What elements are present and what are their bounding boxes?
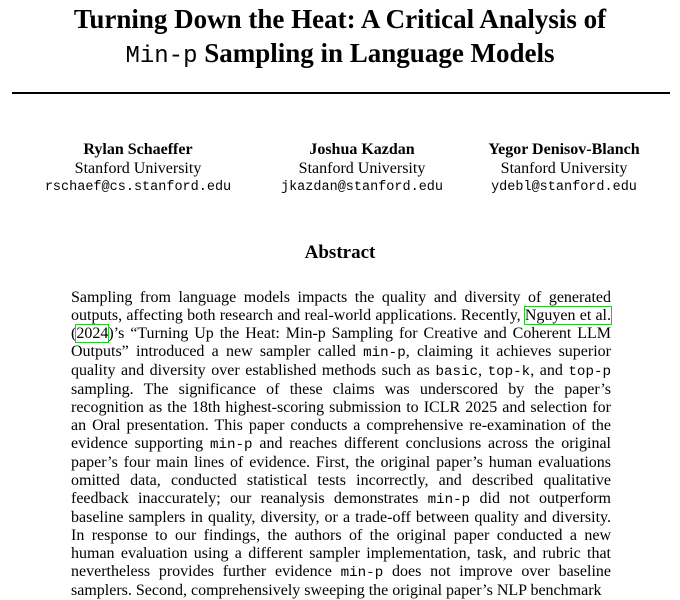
code-term: min-p bbox=[340, 565, 384, 581]
citation-link[interactable]: Nguyen et al. bbox=[524, 307, 611, 324]
abstract-text: did not outperform baseline samplers in quality, diversity, or a trade-off between quality and diversity. In response to our findings, the authors of the original paper conducted a new human evaluation using a different sampler implementation, task, and rubric that nevertheless provides further evidence bbox=[71, 490, 611, 580]
author-block-3 bbox=[474, 140, 654, 197]
paper-title bbox=[0, 2, 680, 74]
abstract-text: sampling. The significance of these claims was underscored by the paper’s recognition as the 18th highest-scoring submission to ICLR 2025 and selection for an Oral presentation. This paper conducts a comprehensive re-examination of the evidence supporting bbox=[71, 381, 611, 452]
author-block-1 bbox=[38, 140, 238, 197]
abstract-heading: Abstract bbox=[304, 242, 376, 263]
abstract-text: , and bbox=[530, 362, 569, 379]
author-email[interactable]: rschaef@cs.stanford.edu bbox=[44, 180, 232, 195]
title-line-2: Sampling in Language Models bbox=[197, 38, 555, 68]
abstract-text: )’s “Turning Up the Heat: Min-p Sampling for Creative and Coherent LLM Outputs” introduced a new sampler called bbox=[71, 325, 611, 360]
author-name: Yegor Denisov-Blanch bbox=[488, 141, 640, 158]
author-affiliation: Stanford University bbox=[74, 160, 202, 177]
code-term: min-p bbox=[363, 345, 406, 361]
abstract-text: Sampling from language models impacts the quality and diversity of generated outputs, affecting both research and real-world applications. Recently, bbox=[71, 289, 611, 324]
author-email[interactable]: jkazdan@stanford.edu bbox=[280, 180, 444, 195]
code-term: top-k bbox=[487, 364, 531, 380]
abstract-text: , claiming it achieves superior quality and diversity over established methods such as bbox=[71, 343, 611, 379]
author-name: Rylan Schaeffer bbox=[83, 141, 193, 158]
code-term: min-p bbox=[427, 492, 471, 508]
title-code-term: Min-p bbox=[125, 43, 198, 70]
citation-link[interactable]: 2024 bbox=[76, 325, 109, 342]
code-term: top-p bbox=[568, 364, 611, 380]
code-term: basic bbox=[435, 364, 479, 380]
abstract-body bbox=[71, 289, 611, 600]
code-term: min-p bbox=[209, 437, 253, 453]
abstract-text: does not improve over baseline samplers. Second, comprehensively sweeping the original paper’s NLP benchmark bbox=[71, 563, 612, 599]
author-affiliation: Stanford University bbox=[500, 160, 628, 177]
author-email[interactable]: ydebl@stanford.edu bbox=[491, 180, 637, 195]
author-name: Joshua Kazdan bbox=[309, 141, 415, 158]
author-affiliation: Stanford University bbox=[298, 160, 426, 177]
abstract-text: , bbox=[478, 362, 488, 379]
author-block-2 bbox=[272, 140, 452, 197]
title-line-1: Turning Down the Heat: A Critical Analysis of bbox=[73, 4, 607, 34]
title-rule bbox=[12, 92, 670, 94]
abstract-text: ( bbox=[71, 325, 77, 342]
abstract-text: and reaches different conclusions across the original paper’s four main lines of evidence. First, the original paper’s human evaluations omitted data, conducted statistical tests incorrectly, and described qualitative feedback inaccurately; our reanalysis demonstrates bbox=[71, 435, 611, 507]
